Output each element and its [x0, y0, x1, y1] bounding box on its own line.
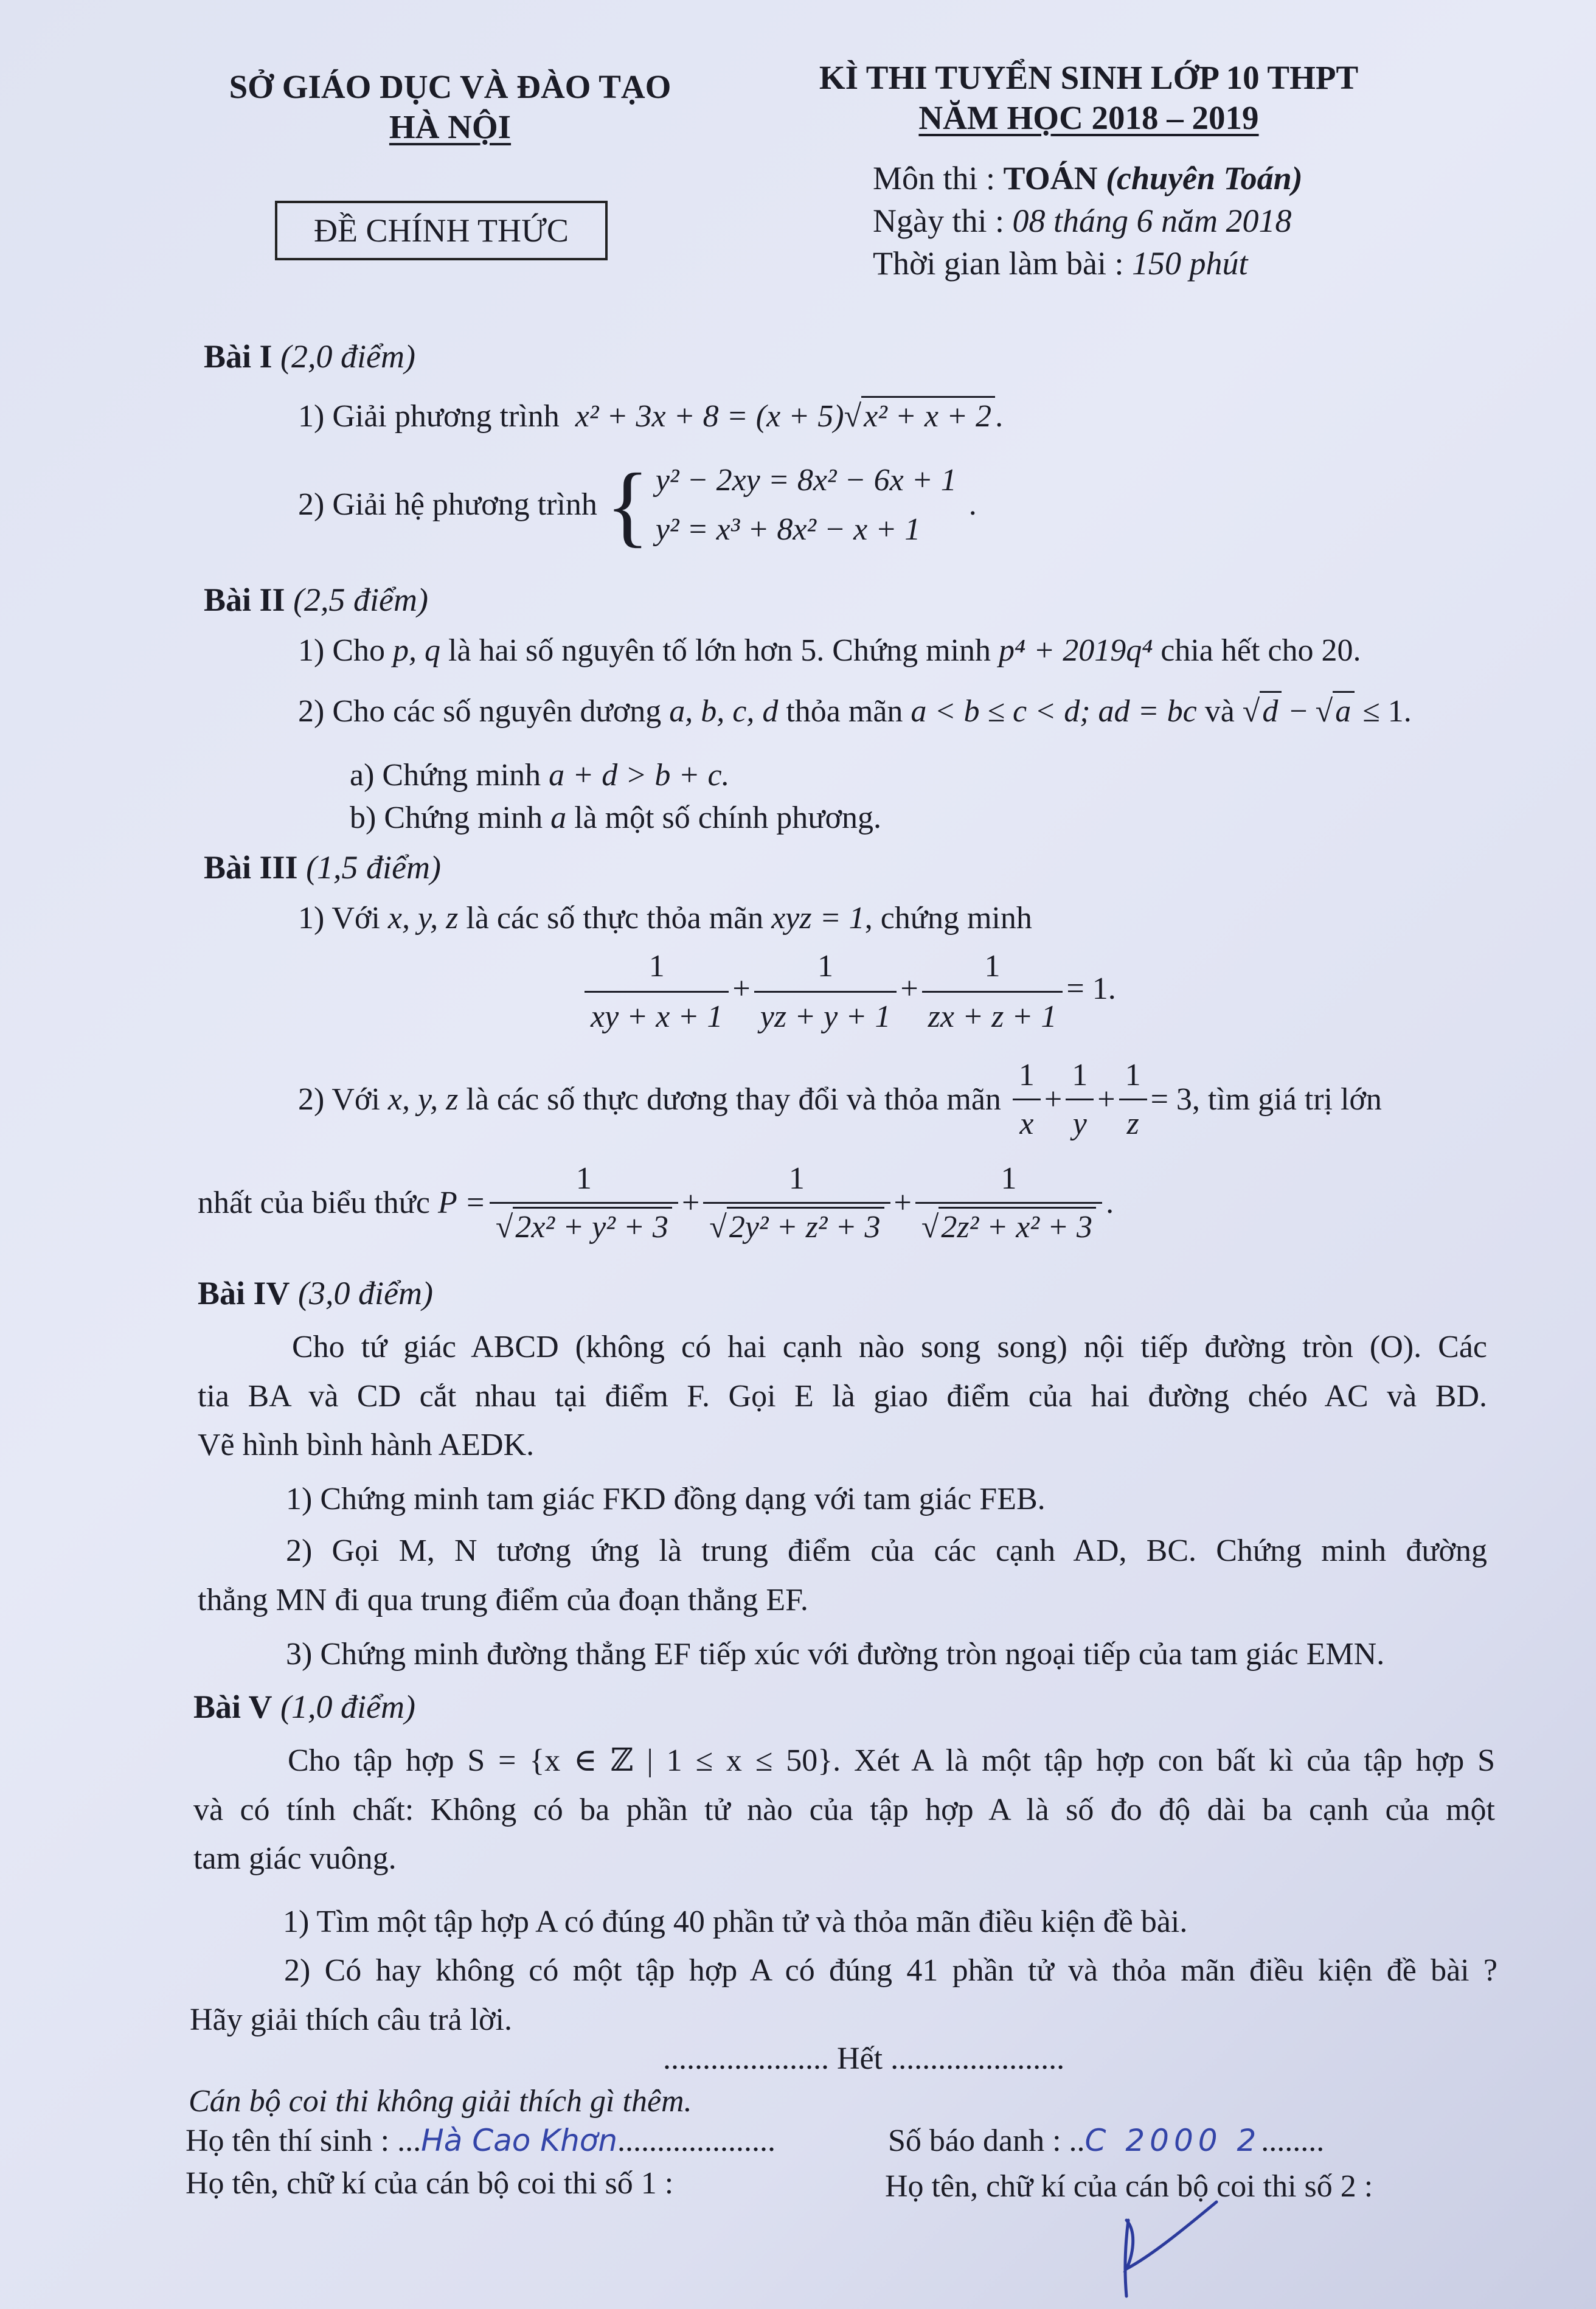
- sqrt-radicand: 2y² + z² + 3: [727, 1207, 884, 1245]
- text: là một số chính phương.: [566, 800, 881, 835]
- section-4-heading: [198, 1274, 433, 1312]
- paragraph-line: 2) Gọi M, N tương ứng là trung điểm của các cạnh AD, BC. Chứng minh đường: [286, 1533, 1487, 1568]
- section-title: Bài IV: [198, 1275, 290, 1311]
- paragraph-line: Cho tứ giác ABCD (không có hai cạnh nào song song) nội tiếp đường tròn (O). Các: [292, 1330, 1487, 1364]
- text: a) Chứng minh: [350, 758, 549, 793]
- numerator: 1: [915, 1159, 1102, 1204]
- dots: ........: [1261, 2123, 1325, 2158]
- denominator: zx + z + 1: [928, 999, 1057, 1034]
- denominator: [703, 1204, 890, 1247]
- proctor-note: Cán bộ coi thi không giải thích gì thêm.: [189, 2084, 692, 2119]
- candidate-number-label: Số báo danh : ..: [888, 2123, 1085, 2158]
- paragraph-line: 2) Có hay không có một tập hợp A có đúng 41 phần tử và thỏa mãn điều kiện đề bài ?: [284, 1953, 1497, 1988]
- dots: ....................: [617, 2123, 776, 2158]
- section-5-q2: [190, 1946, 1497, 2044]
- date-line: [873, 200, 1303, 242]
- section-4-q2: [198, 1527, 1487, 1625]
- official-exam-label: ĐỀ CHÍNH THỨC: [314, 212, 569, 249]
- section-points: (2,0 điểm): [280, 338, 415, 375]
- question-text: 2) Giải hệ phương trình: [298, 487, 597, 523]
- paragraph-line: Vẽ hình bình hành AEDK.: [198, 1428, 535, 1463]
- equation-system: [656, 456, 957, 554]
- section-points: (2,5 điểm): [293, 582, 428, 618]
- sqrt-sign: √: [1315, 694, 1333, 729]
- sqrt-sign: √: [844, 399, 862, 434]
- section-title: Bài V: [193, 1689, 272, 1725]
- subject-label: Môn thi :: [873, 160, 1004, 196]
- denominator: z: [1126, 1106, 1139, 1141]
- section-title: Bài III: [204, 849, 298, 886]
- time-label: Thời gian làm bài :: [873, 245, 1132, 282]
- section-4-q3: 3) Chứng minh đường thẳng EF tiếp xúc với đường tròn ngoại tiếp của tam giác EMN.: [286, 1637, 1385, 1672]
- math: −: [1282, 694, 1316, 729]
- math: x, y, z: [387, 1082, 459, 1117]
- sqrt-radicand: 2z² + x² + 3: [939, 1207, 1096, 1245]
- section-points: (1,5 điểm): [306, 849, 442, 886]
- section-2-q2: [298, 687, 1412, 737]
- recip-x: [1013, 1055, 1041, 1144]
- section-3-q2: [298, 1055, 1496, 1144]
- operator: = 3: [1150, 1082, 1192, 1117]
- text: nhất của biểu thức: [198, 1186, 438, 1220]
- date-value: 08 tháng 6 năm 2018: [1012, 203, 1292, 240]
- system-brace: {: [605, 454, 650, 556]
- candidate-number-handwritten: C 2000 2: [1084, 2123, 1261, 2158]
- subject-value: TOÁN: [1003, 160, 1098, 196]
- math: ≤ 1.: [1355, 694, 1412, 729]
- math: xyz = 1: [771, 901, 865, 936]
- section-points: (3,0 điểm): [298, 1275, 433, 1311]
- section-5-q1: 1) Tìm một tập hợp A có đúng 40 phần tử và thỏa mãn điều kiện đề bài.: [283, 1904, 1188, 1939]
- candidate-name-label: Họ tên thí sinh : ...: [186, 2123, 422, 2158]
- denominator: [490, 1204, 678, 1247]
- date-label: Ngày thi :: [873, 203, 1013, 240]
- math: P =: [437, 1186, 486, 1220]
- section-3-heading: [204, 849, 441, 886]
- exam-header: [785, 58, 1393, 138]
- math: a < b ≤ c < d; ad = bc: [911, 694, 1197, 729]
- numerator: 1: [922, 946, 1063, 993]
- math: a: [550, 800, 567, 835]
- numerator: 1: [703, 1159, 890, 1204]
- punctuation: .: [968, 487, 977, 523]
- punctuation: .: [1106, 1186, 1114, 1220]
- department-name: SỞ GIÁO DỤC VÀ ĐÀO TẠO: [229, 68, 671, 105]
- section-3-q1: [298, 894, 1032, 943]
- proctor-signature-icon: [1095, 2184, 1253, 2305]
- sqrt-radicand: x² + x + 2: [861, 396, 995, 434]
- section-title: Bài II: [204, 582, 285, 618]
- paragraph-line: tia BA và CD cắt nhau tại điểm F. Gọi E là giao điểm của hai đường chéo AC và BD.: [198, 1378, 1487, 1414]
- numerator: 1: [1013, 1055, 1041, 1100]
- section-2-heading: [204, 581, 428, 619]
- exam-meta: [873, 157, 1303, 285]
- department-header: [201, 67, 699, 147]
- end-mark: ..................... Hết ......................: [663, 2041, 1065, 2076]
- time-line: [873, 242, 1303, 285]
- sqrt-sign: √: [495, 1210, 513, 1245]
- equation-1: y² − 2xy = 8x² − 6x + 1: [655, 463, 957, 498]
- numerator: 1: [1119, 1055, 1147, 1100]
- paragraph-line: và có tính chất: Không có ba phần tử nào của tập hợp A là số đo độ dài ba cạnh của một: [193, 1792, 1495, 1827]
- text: thỏa mãn: [778, 694, 911, 729]
- fraction-3: [922, 946, 1063, 1037]
- numerator: 1: [754, 946, 897, 993]
- denominator: xy + x + 1: [591, 999, 723, 1034]
- math: p⁴ + 2019q⁴: [999, 633, 1153, 668]
- operator: = 1.: [1066, 971, 1116, 1007]
- candidate-name-line: [186, 2117, 775, 2166]
- math: a + d > b + c.: [549, 758, 730, 793]
- section-1-q2: [298, 456, 977, 554]
- text: chia hết cho 20.: [1153, 633, 1361, 668]
- text: là các số thực thỏa mãn: [458, 901, 772, 936]
- operator: +: [893, 1186, 912, 1220]
- sqrt-sign: √: [709, 1210, 727, 1245]
- text: và: [1196, 694, 1243, 729]
- text: , tìm giá trị lớn: [1192, 1082, 1382, 1117]
- official-exam-box: [275, 201, 608, 260]
- sqrt-radicand: a: [1333, 691, 1355, 729]
- sqrt-sign: √: [1242, 694, 1260, 729]
- paragraph-line: tam giác vuông.: [193, 1841, 397, 1877]
- fraction-1: [585, 946, 729, 1037]
- section-2-q2b: [350, 794, 881, 843]
- numerator: 1: [490, 1159, 678, 1204]
- candidate-name-handwritten: Hà Cao Khơn: [421, 2123, 618, 2158]
- math: x, y, z: [387, 901, 459, 936]
- recip-y: [1066, 1055, 1094, 1144]
- proctor-1-signature-label: Họ tên, chữ kí của cán bộ coi thi số 1 :: [186, 2166, 674, 2201]
- text: , chứng minh: [864, 901, 1032, 936]
- math-expression: x² + 3x + 8 = (x + 5): [575, 399, 844, 434]
- city-name: HÀ NỘI: [389, 108, 512, 145]
- recip-z: [1119, 1055, 1147, 1144]
- text: là hai số nguyên tố lớn hơn 5. Chứng minh: [440, 633, 999, 668]
- sqrt-sign: √: [921, 1210, 939, 1245]
- numerator: 1: [1066, 1055, 1094, 1100]
- paragraph-line: Cho tập hợp S = {x ∈ ℤ | 1 ≤ x ≤ 50}. Xét A là một tập hợp con bất kì của tập hợp S: [288, 1743, 1495, 1778]
- sqrt-radicand: d: [1260, 691, 1282, 729]
- time-value: 150 phút: [1131, 245, 1248, 282]
- school-year: NĂM HỌC 2018 – 2019: [918, 99, 1259, 136]
- sqrt-radicand: 2x² + y² + 3: [513, 1207, 672, 1245]
- operator: +: [1044, 1082, 1063, 1117]
- section-3-identity: [581, 946, 1116, 1037]
- text: 2) Với: [298, 1082, 388, 1117]
- denominator: y: [1072, 1106, 1087, 1141]
- text: là các số thực dương thay đổi và thỏa mãn: [458, 1082, 1009, 1117]
- p-term-1: [490, 1159, 678, 1247]
- numerator: 1: [585, 946, 729, 993]
- section-1-q1: [298, 392, 1003, 442]
- section-2-q1: [298, 627, 1361, 676]
- section-1-heading: [204, 338, 415, 375]
- section-2-q2a: [350, 751, 730, 800]
- subject-extra: (chuyên Toán): [1106, 160, 1303, 196]
- proctor-2-signature-label: Họ tên, chữ kí của cán bộ coi thi số 2 :: [885, 2169, 1373, 2204]
- equation-2: y² = x³ + 8x² − x + 1: [655, 512, 921, 547]
- p-term-2: [703, 1159, 890, 1247]
- section-points: (1,0 điểm): [280, 1689, 415, 1725]
- paragraph-line: Hãy giải thích câu trả lời.: [190, 2002, 512, 2037]
- operator: +: [681, 1186, 700, 1220]
- paragraph-line: thẳng MN đi qua trung điểm của đoạn thẳng EF.: [198, 1582, 808, 1617]
- denominator: x: [1019, 1106, 1034, 1141]
- section-5-heading: [193, 1688, 415, 1726]
- text: 2) Cho các số nguyên dương: [298, 694, 670, 729]
- question-text: 1) Giải phương trình: [298, 399, 560, 434]
- operator: +: [900, 971, 918, 1007]
- p-term-3: [915, 1159, 1102, 1247]
- text: 1) Cho: [298, 633, 393, 668]
- text: b) Chứng minh: [350, 800, 551, 835]
- text: 1) Với: [298, 901, 388, 936]
- section-4-intro: [198, 1323, 1487, 1470]
- candidate-number-line: [888, 2117, 1324, 2166]
- subject-line: [873, 157, 1303, 200]
- operator: +: [732, 971, 751, 1007]
- section-title: Bài I: [204, 338, 272, 375]
- denominator: [915, 1204, 1102, 1247]
- math: p, q: [393, 633, 440, 668]
- fraction-2: [754, 946, 897, 1037]
- section-5-intro: [193, 1737, 1495, 1884]
- section-4-q1: 1) Chứng minh tam giác FKD đồng dạng với tam giác FEB.: [286, 1482, 1046, 1516]
- operator: +: [1097, 1082, 1115, 1117]
- exam-title: KÌ THI TUYỂN SINH LỚP 10 THPT: [819, 59, 1359, 96]
- section-3-q2-expression: [198, 1159, 1114, 1247]
- denominator: yz + y + 1: [760, 999, 891, 1034]
- math: a, b, c, d: [669, 694, 779, 729]
- punctuation: .: [995, 399, 1004, 434]
